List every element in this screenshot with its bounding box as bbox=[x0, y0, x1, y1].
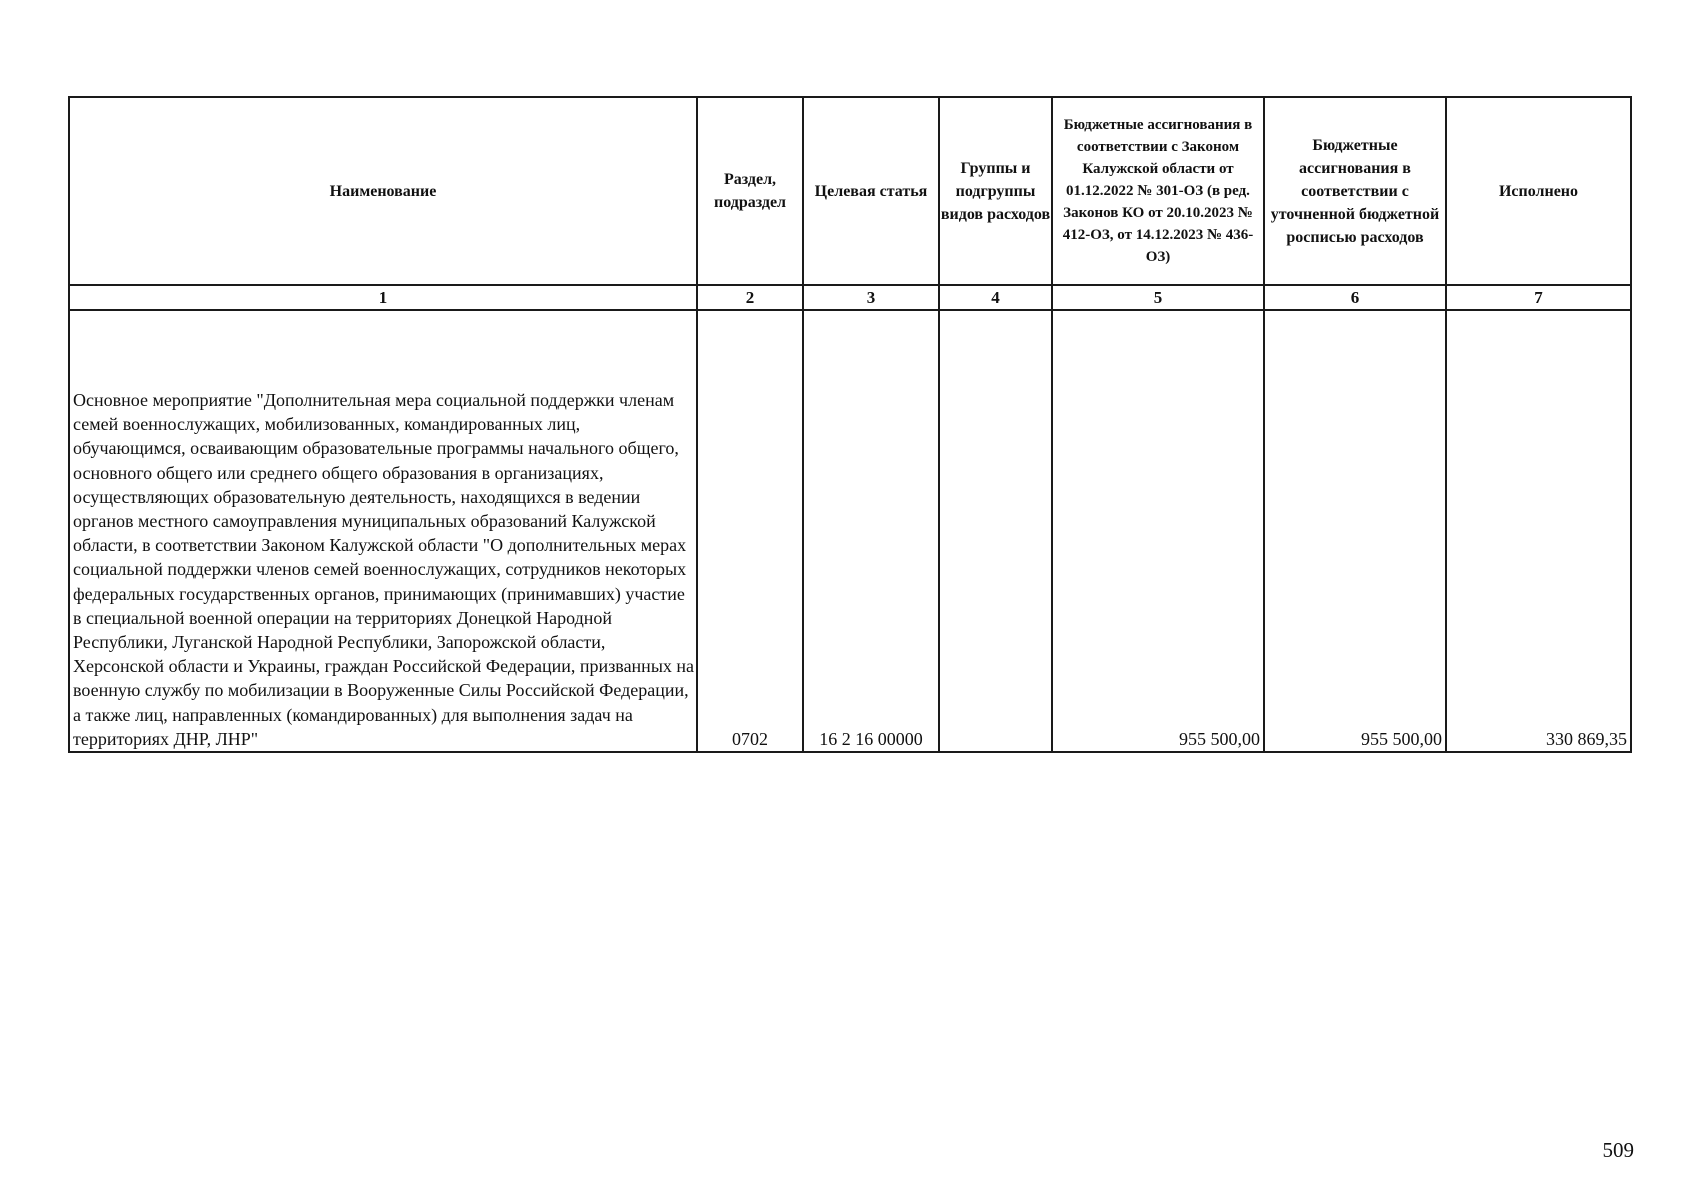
header-executed: Исполнено bbox=[1446, 97, 1631, 285]
column-number: 5 bbox=[1052, 285, 1264, 310]
header-row bbox=[69, 97, 1631, 285]
row-budget-law: 955 500,00 bbox=[1052, 310, 1264, 752]
row-name: Основное мероприятие "Дополнительная мера социальной поддержки членам семей военнослужащих, мобилизованных, командированных лиц, обучающимся, осваивающим образовательные программы начального общего, основного общего или среднего общего образования в организациях, осуществляющих образовательную деятельность, находящихся в ведении органов местного самоуправления муниципальных образований Калужской области, в соответствии Законом Калужской области "О дополнительных мерах социальной поддержки членов семей военнослужащих, сотрудников некоторых федеральных государственных органов, принимающих (принимавших) участие в специальной военной операции на территориях Донецкой Народной Республики, Луганской Народной Республики, Запорожской области, Херсонской области и Украины, граждан Российской Федерации, призванных на военную службу по мобилизации в Вооруженные Силы Российской Федерации, а также лиц, направленных (командированных) для выполнения задач на территориях ДНР, ЛНР" bbox=[69, 310, 697, 752]
header-target-article: Целевая статья bbox=[803, 97, 939, 285]
table-row bbox=[69, 310, 1631, 752]
row-section: 0702 bbox=[697, 310, 803, 752]
column-number: 3 bbox=[803, 285, 939, 310]
row-target-article: 16 2 16 00000 bbox=[803, 310, 939, 752]
header-section: Раздел, подраздел bbox=[697, 97, 803, 285]
budget-table bbox=[68, 96, 1632, 753]
column-number: 7 bbox=[1446, 285, 1631, 310]
header-name: Наименование bbox=[69, 97, 697, 285]
header-budget-law: Бюджетные ассигнования в соответствии с Законом Калужской области от 01.12.2022 № 301-ОЗ (в ред. Законов КО от 20.10.2023 № 412-ОЗ, от 14.12.2023 № 436-ОЗ) bbox=[1052, 97, 1264, 285]
column-number-row bbox=[69, 285, 1631, 310]
page-number: 509 bbox=[1602, 1138, 1634, 1162]
column-number: 2 bbox=[697, 285, 803, 310]
header-expense-group: Группы и подгруппы видов расходов bbox=[939, 97, 1052, 285]
row-budget-refined: 955 500,00 bbox=[1264, 310, 1446, 752]
column-number: 4 bbox=[939, 285, 1052, 310]
header-budget-refined: Бюджетные ассигнования в соответствии с уточненной бюджетной росписью расходов bbox=[1264, 97, 1446, 285]
column-number: 1 bbox=[69, 285, 697, 310]
row-executed: 330 869,35 bbox=[1446, 310, 1631, 752]
column-number: 6 bbox=[1264, 285, 1446, 310]
row-expense-group bbox=[939, 310, 1052, 752]
